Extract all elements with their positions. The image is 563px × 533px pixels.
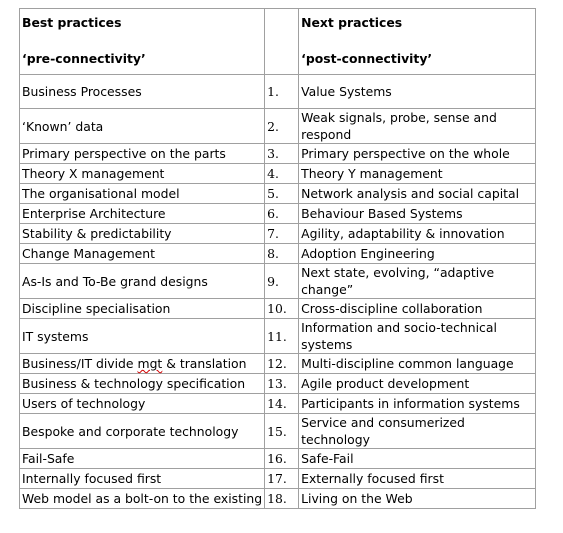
- table-row: [20, 414, 536, 449]
- best-practice-cell: Business/IT divide mgt & translation: [20, 354, 265, 374]
- row-number-cell: 16.: [265, 449, 299, 469]
- next-practice-cell: Network analysis and social capital: [299, 184, 536, 204]
- next-practice-cell: Information and socio-technical systems: [299, 319, 536, 354]
- practices-table: [19, 8, 536, 509]
- row-number-cell: 12.: [265, 354, 299, 374]
- row-number-cell: 1.: [265, 75, 299, 109]
- table-row: [20, 469, 536, 489]
- spellcheck-underline: mgt: [137, 356, 163, 371]
- header-row: [20, 9, 536, 75]
- row-number-cell: 7.: [265, 224, 299, 244]
- best-practice-cell: Business & technology specification: [20, 374, 265, 394]
- next-practices-header: [299, 9, 536, 75]
- next-practice-cell: Agile product development: [299, 374, 536, 394]
- best-practice-cell: ‘Known’ data: [20, 109, 265, 144]
- best-practice-cell: Internally focused first: [20, 469, 265, 489]
- next-practice-cell: Adoption Engineering: [299, 244, 536, 264]
- best-practice-cell: IT systems: [20, 319, 265, 354]
- table-row: [20, 244, 536, 264]
- table-row: [20, 319, 536, 354]
- next-practice-cell: Theory Y management: [299, 164, 536, 184]
- table-row: [20, 354, 536, 374]
- next-practice-cell: Safe-Fail: [299, 449, 536, 469]
- row-number-cell: 18.: [265, 489, 299, 509]
- best-practice-cell: Enterprise Architecture: [20, 204, 265, 224]
- pre-connectivity-subtitle: ‘pre-connectivity’: [22, 51, 146, 66]
- table-row: [20, 489, 536, 509]
- next-practice-cell: Living on the Web: [299, 489, 536, 509]
- best-practices-header: [20, 9, 265, 75]
- next-practice-cell: Cross-discipline collaboration: [299, 299, 536, 319]
- table-row: [20, 184, 536, 204]
- table-row: [20, 374, 536, 394]
- best-practice-cell: Web model as a bolt-on to the existing: [20, 489, 265, 509]
- next-practice-cell: Weak signals, probe, sense and respond: [299, 109, 536, 144]
- table-row: [20, 264, 536, 299]
- row-number-cell: 17.: [265, 469, 299, 489]
- next-practice-cell: Externally focused first: [299, 469, 536, 489]
- next-practices-title: Next practices: [301, 15, 403, 30]
- next-practice-cell: Agility, adaptability & innovation: [299, 224, 536, 244]
- row-number-cell: 5.: [265, 184, 299, 204]
- table-row: [20, 449, 536, 469]
- best-practices-title: Best practices: [22, 15, 122, 30]
- table-row: [20, 204, 536, 224]
- table-row: [20, 144, 536, 164]
- row-number-cell: 8.: [265, 244, 299, 264]
- row-number-cell: 4.: [265, 164, 299, 184]
- table-row: [20, 394, 536, 414]
- next-practice-cell: Behaviour Based Systems: [299, 204, 536, 224]
- best-practice-cell: Discipline specialisation: [20, 299, 265, 319]
- next-practice-cell: Service and consumerized technology: [299, 414, 536, 449]
- best-practice-cell: Stability & predictability: [20, 224, 265, 244]
- table-row: [20, 75, 536, 109]
- next-practice-cell: Multi-discipline common language: [299, 354, 536, 374]
- row-number-cell: 9.: [265, 264, 299, 299]
- row-number-cell: 3.: [265, 144, 299, 164]
- post-connectivity-subtitle: ‘post-connectivity’: [301, 51, 433, 66]
- best-practice-cell: Fail-Safe: [20, 449, 265, 469]
- row-number-cell: 11.: [265, 319, 299, 354]
- row-number-cell: 14.: [265, 394, 299, 414]
- next-practice-cell: Next state, evolving, “adaptive change”: [299, 264, 536, 299]
- best-practice-cell: Bespoke and corporate technology: [20, 414, 265, 449]
- best-practice-cell: Users of technology: [20, 394, 265, 414]
- best-practice-cell: Primary perspective on the parts: [20, 144, 265, 164]
- best-practice-cell: Theory X management: [20, 164, 265, 184]
- table-row: [20, 164, 536, 184]
- row-number-cell: 13.: [265, 374, 299, 394]
- table-row: [20, 224, 536, 244]
- row-number-cell: 15.: [265, 414, 299, 449]
- next-practice-cell: Value Systems: [299, 75, 536, 109]
- best-practice-cell: Business Processes: [20, 75, 265, 109]
- next-practice-cell: Primary perspective on the whole: [299, 144, 536, 164]
- best-practice-cell: Change Management: [20, 244, 265, 264]
- best-practice-cell: The organisational model: [20, 184, 265, 204]
- row-number-cell: 6.: [265, 204, 299, 224]
- table-row: [20, 109, 536, 144]
- next-practice-cell: Participants in information systems: [299, 394, 536, 414]
- number-header: [265, 9, 299, 75]
- best-practice-cell: As-Is and To-Be grand designs: [20, 264, 265, 299]
- table-row: [20, 299, 536, 319]
- row-number-cell: 2.: [265, 109, 299, 144]
- row-number-cell: 10.: [265, 299, 299, 319]
